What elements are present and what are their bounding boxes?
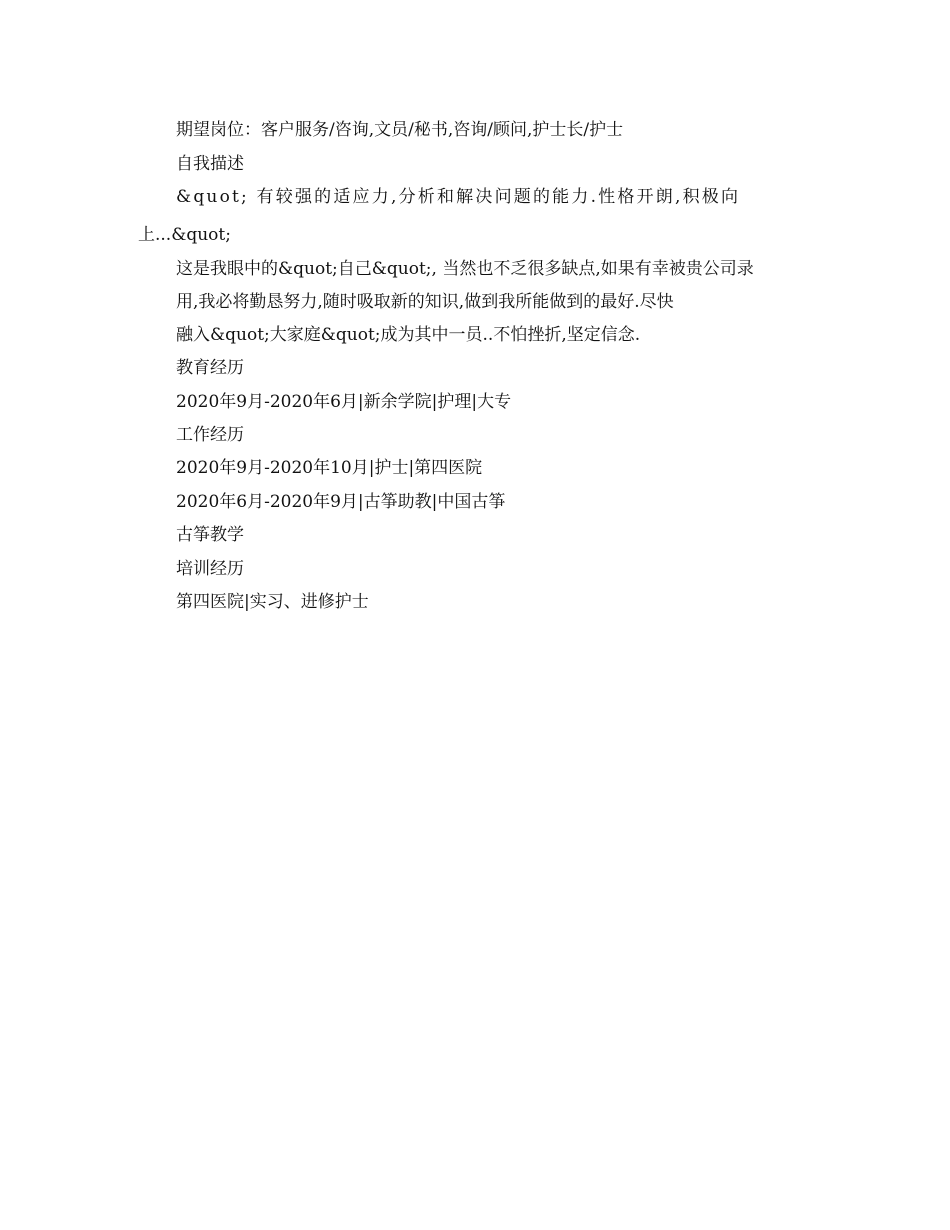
education-entry: 2020年9月-2020年6月|新余学院|护理|大专 [176, 392, 512, 412]
work-entry-detail: 古筝教学 [176, 525, 244, 545]
self-description-line-3: 这是我眼中的&quot;自己&quot;, 当然也不乏很多缺点,如果有幸被贵公司录 [176, 259, 754, 279]
self-description-line-2: 上...&quot; [138, 225, 231, 245]
work-entry: 2020年6月-2020年9月|古筝助教|中国古筝 [176, 492, 506, 512]
self-description-line-5: 融入&quot;大家庭&quot;成为其中一员..不怕挫折,坚定信念. [176, 325, 641, 345]
work-entry: 2020年9月-2020年10月|护士|第四医院 [176, 458, 483, 478]
training-entry: 第四医院|实习、进修护士 [176, 592, 369, 612]
work-heading: 工作经历 [176, 425, 244, 445]
training-heading: 培训经历 [176, 559, 244, 579]
self-description-line-1: &quot; 有较强的适应力,分析和解决问题的能力.性格开朗,积极向 [176, 187, 741, 207]
education-heading: 教育经历 [176, 358, 244, 378]
self-description-heading: 自我描述 [176, 154, 244, 174]
desired-position: 期望岗位：客户服务/咨询,文员/秘书,咨询/顾问,护士长/护士 [176, 120, 624, 140]
self-description-line-4: 用,我必将勤恳努力,随时吸取新的知识,做到我所能做到的最好.尽快 [176, 292, 674, 312]
